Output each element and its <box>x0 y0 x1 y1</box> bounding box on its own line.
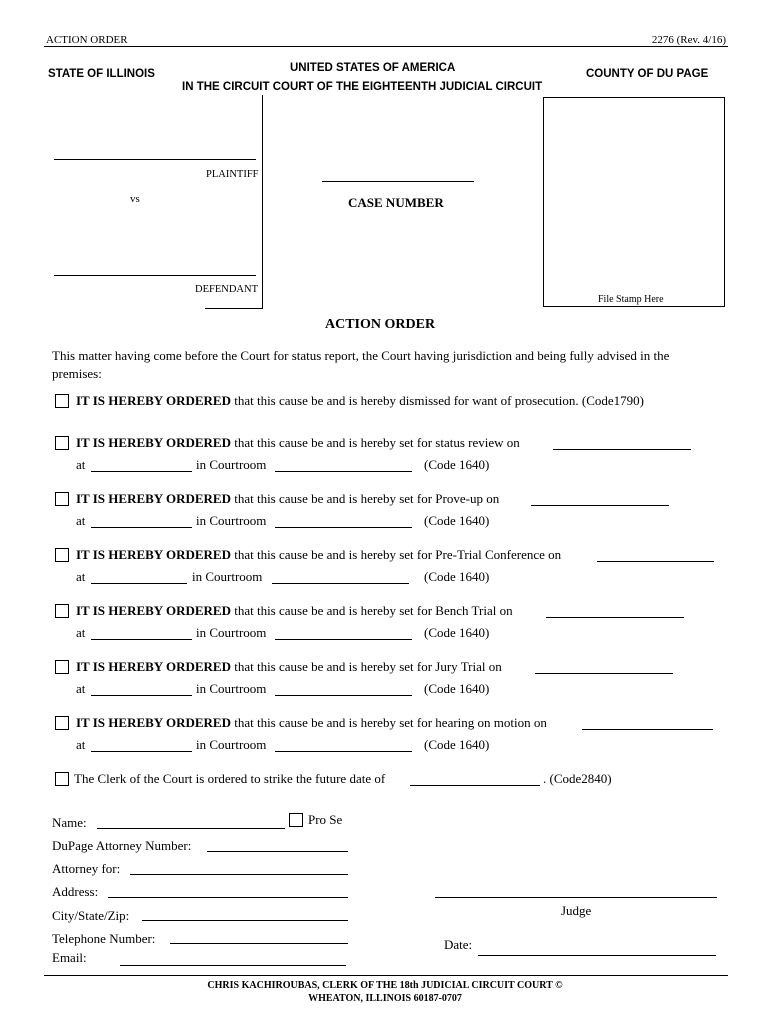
email-line <box>120 965 346 966</box>
defendant-label: DEFENDANT <box>195 284 258 295</box>
defendant-line <box>54 275 256 276</box>
ordered-phrase: IT IS HEREBY ORDERED <box>76 715 231 730</box>
jury-trial-time-line[interactable] <box>91 695 192 696</box>
status-review-date-line[interactable] <box>553 449 691 450</box>
dupage-number-input[interactable] <box>207 835 346 850</box>
name-input[interactable] <box>97 812 283 827</box>
ordered-phrase: IT IS HEREBY ORDERED <box>76 659 231 674</box>
ordered-phrase: IT IS HEREBY ORDERED <box>76 435 231 450</box>
bench-trial-courtroom-line[interactable] <box>275 639 412 640</box>
at-label: at <box>76 681 86 696</box>
attorney-for-label: Attorney for: <box>52 861 121 876</box>
pretrial-order <box>76 547 561 563</box>
caption-bottom-rule <box>205 308 263 309</box>
bench-trial-time-line[interactable] <box>91 639 192 640</box>
city-line <box>142 920 348 921</box>
intro-text: This matter having come before the Court for status report, the Court having jurisdiction and being fully advised in the <box>52 348 670 363</box>
attorney-for-input[interactable] <box>130 858 346 873</box>
footer-rule <box>44 975 728 976</box>
prove-up-date-line[interactable] <box>531 505 669 506</box>
status-review-checkbox[interactable] <box>55 436 69 450</box>
plaintiff-input[interactable] <box>54 142 254 158</box>
bench-trial-order-text: that this cause be and is hereby set for Bench Trial on <box>230 603 513 618</box>
plaintiff-line <box>54 159 256 160</box>
phone-label: Telephone Number: <box>52 931 156 946</box>
ordered-phrase: IT IS HEREBY ORDERED <box>76 491 231 506</box>
at-label: at <box>76 625 86 640</box>
dismiss-order <box>76 393 644 409</box>
status-review-order <box>76 435 520 451</box>
defendant-input[interactable] <box>54 258 254 274</box>
motion-date-line[interactable] <box>582 729 713 730</box>
footer-clerk: CHRIS KACHIROUBAS, CLERK OF THE 18th JUDICIAL CIRCUIT COURT © <box>207 980 563 991</box>
dupage-number-label: DuPage Attorney Number: <box>52 838 192 853</box>
prove-up-courtroom-line[interactable] <box>275 527 412 528</box>
county-label: COUNTY OF DU PAGE <box>586 68 709 80</box>
caption-divider <box>262 95 263 308</box>
judge-label: Judge <box>561 903 592 918</box>
dismiss-checkbox[interactable] <box>55 394 69 408</box>
city-label: City/State/Zip: <box>52 908 130 923</box>
form-name: ACTION ORDER <box>46 34 128 46</box>
footer-address: WHEATON, ILLINOIS 60187-0707 <box>308 993 462 1004</box>
bench-trial-checkbox[interactable] <box>55 604 69 618</box>
form-number: 2276 (Rev. 4/16) <box>651 34 726 46</box>
jury-trial-date-line[interactable] <box>535 673 673 674</box>
courtroom-label: in Courtroom <box>196 457 267 472</box>
strike-date-checkbox[interactable] <box>55 772 69 786</box>
courtroom-label: in Courtroom <box>196 681 267 696</box>
bench-trial-date-line[interactable] <box>546 617 684 618</box>
country-label: UNITED STATES OF AMERICA <box>290 62 456 74</box>
header-rule <box>44 46 728 47</box>
courtroom-label: in Courtroom <box>196 513 267 528</box>
phone-line <box>170 943 348 944</box>
prove-up-time-line[interactable] <box>91 527 192 528</box>
court-label: IN THE CIRCUIT COURT OF THE EIGHTEENTH JUDICIAL CIRCUIT <box>182 81 543 93</box>
ordered-phrase: IT IS HEREBY ORDERED <box>76 393 231 408</box>
file-stamp-box <box>543 97 725 307</box>
at-label: at <box>76 457 86 472</box>
case-number-label: CASE NUMBER <box>348 195 444 210</box>
pretrial-time-line[interactable] <box>91 583 187 584</box>
strike-code-label: . (Code2840) <box>543 771 612 786</box>
name-label: Name: <box>52 815 87 830</box>
motion-courtroom-line[interactable] <box>275 751 412 752</box>
code-label: (Code 1640) <box>424 625 490 640</box>
status-review-order-text: that this cause be and is hereby set for status review on <box>230 435 520 450</box>
code-label: (Code 1640) <box>424 569 490 584</box>
bench-trial-order <box>76 603 513 619</box>
motion-order-text: that this cause be and is hereby set for hearing on motion on <box>230 715 547 730</box>
jury-trial-order-text: that this cause be and is hereby set for Jury Trial on <box>230 659 502 674</box>
courtroom-label: in Courtroom <box>196 737 267 752</box>
pretrial-date-line[interactable] <box>597 561 714 562</box>
motion-checkbox[interactable] <box>55 716 69 730</box>
state-label: STATE OF ILLINOIS <box>48 68 155 80</box>
code-label: (Code 1640) <box>424 681 490 696</box>
strike-date-line[interactable] <box>410 785 540 786</box>
jury-trial-order <box>76 659 502 675</box>
city-input[interactable] <box>142 904 346 919</box>
courtroom-label: in Courtroom <box>192 569 263 584</box>
at-label: at <box>76 737 86 752</box>
date-input[interactable] <box>478 939 714 954</box>
at-label: at <box>76 569 86 584</box>
code-label: (Code 1640) <box>424 457 490 472</box>
courtroom-label: in Courtroom <box>196 625 267 640</box>
status-review-courtroom-line[interactable] <box>275 471 412 472</box>
address-label: Address: <box>52 884 99 899</box>
plaintiff-label: PLAINTIFF <box>206 169 259 180</box>
pretrial-order-text: that this cause be and is hereby set for Pre-Trial Conference on <box>230 547 562 562</box>
address-line <box>108 897 348 898</box>
strike-date-text: The Clerk of the Court is ordered to strike the future date of <box>74 771 386 786</box>
jury-trial-checkbox[interactable] <box>55 660 69 674</box>
email-input[interactable] <box>120 949 344 964</box>
pretrial-courtroom-line[interactable] <box>272 583 409 584</box>
case-number-line <box>322 181 474 182</box>
jury-trial-courtroom-line[interactable] <box>275 695 412 696</box>
dismiss-order-text: that this cause be and is hereby dismissed for want of prosecution. (Code1790) <box>230 393 644 408</box>
ordered-phrase: IT IS HEREBY ORDERED <box>76 603 231 618</box>
prove-up-order <box>76 491 499 507</box>
ordered-phrase: IT IS HEREBY ORDERED <box>76 547 231 562</box>
motion-order <box>76 715 547 731</box>
address-input[interactable] <box>108 881 346 896</box>
at-label: at <box>76 513 86 528</box>
intro-text-cont: premises: <box>52 366 102 381</box>
file-stamp-label: File Stamp Here <box>598 294 664 305</box>
phone-input[interactable] <box>170 927 346 942</box>
date-label: Date: <box>444 937 473 952</box>
prove-up-order-text: that this cause be and is hereby set for Prove-up on <box>230 491 500 506</box>
page-title: ACTION ORDER <box>325 317 436 332</box>
status-review-time-line[interactable] <box>91 471 192 472</box>
pro-se-checkbox[interactable] <box>289 813 303 827</box>
pretrial-checkbox[interactable] <box>55 548 69 562</box>
attorney-for-line <box>130 874 348 875</box>
code-label: (Code 1640) <box>424 737 490 752</box>
name-line <box>97 828 285 829</box>
pro-se-label: Pro Se <box>308 812 343 827</box>
case-number-input[interactable] <box>323 164 473 180</box>
vs-label: vs <box>130 193 140 205</box>
prove-up-checkbox[interactable] <box>55 492 69 506</box>
dupage-number-line <box>207 851 348 852</box>
code-label: (Code 1640) <box>424 513 490 528</box>
date-line <box>478 955 716 956</box>
judge-signature-line[interactable] <box>435 897 717 898</box>
motion-time-line[interactable] <box>91 751 192 752</box>
email-label: Email: <box>52 950 87 965</box>
